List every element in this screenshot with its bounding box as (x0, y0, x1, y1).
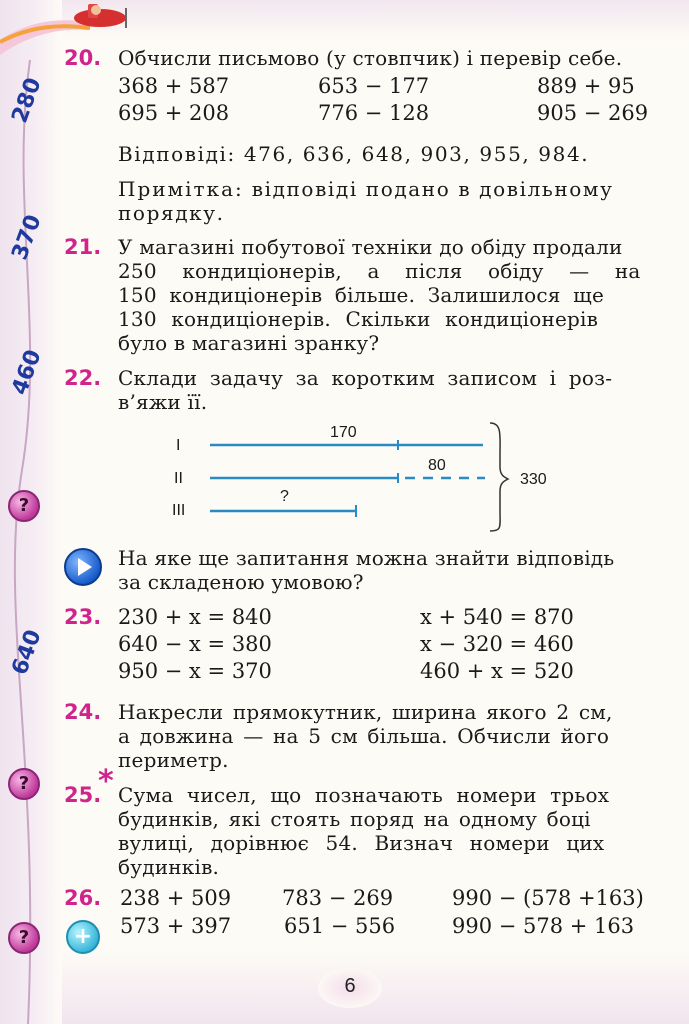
expression: 905 − 269 (537, 101, 649, 125)
question-icon: ? (8, 768, 40, 800)
expression: 889 + 95 (537, 74, 635, 98)
expression: 776 − 128 (318, 101, 430, 125)
exercise-text: 150 кондиціонерів більше. Залишилося ще (118, 283, 604, 307)
expression: 651 − 556 (284, 914, 396, 938)
row-label: III (172, 502, 186, 519)
star-mark: * (98, 764, 114, 799)
question-text: за складеною умовою? (118, 570, 364, 594)
exercise-text: будинків, які стоять поряд на одному боці (118, 807, 591, 831)
answers-values: 476, 636, 648, 903, 955, 984. (243, 142, 590, 166)
expression: 783 − 269 (282, 886, 394, 910)
equation: 460 + x = 520 (420, 659, 574, 683)
exercise-number: 24. (64, 700, 102, 724)
exercise-text: було в магазині зранку? (118, 331, 380, 355)
plus-icon: + (66, 920, 100, 954)
page-number: 6 (344, 975, 356, 997)
exercise-text: в’яжи її. (118, 390, 208, 414)
exercise-text: будинків. (118, 855, 220, 879)
row-label: I (176, 437, 181, 454)
equation: x + 540 = 870 (420, 605, 574, 629)
play-icon (64, 548, 102, 586)
side-number: 460 (7, 346, 47, 399)
note-line (118, 177, 613, 201)
equation: 640 − x = 380 (118, 632, 272, 656)
segment-diagram (160, 415, 580, 535)
exercise-number: 25. (64, 783, 102, 807)
exercise-text: Обчисли письмово (у стовпчик) і перевір себе. (118, 46, 623, 70)
question-icon: ? (8, 922, 40, 954)
equation: 950 − x = 370 (118, 659, 272, 683)
equation: 230 + x = 840 (118, 605, 272, 629)
note-label: Примітка: (118, 177, 244, 201)
note-text-cont: порядку. (118, 201, 225, 225)
exercise-number: 22. (64, 366, 102, 390)
exercise-number: 20. (64, 46, 102, 70)
total-label: 330 (520, 471, 547, 488)
exercise-text: 130 кондиціонерів. Скільки кондиціонерів (118, 307, 599, 331)
expression: 573 + 397 (120, 914, 232, 938)
exercise-text: У магазині побутової техніки до обіду продали (118, 235, 623, 259)
expression: 990 − (578 +163) (452, 886, 644, 910)
expression: 653 − 177 (318, 74, 430, 98)
side-number: 640 (7, 626, 47, 679)
exercise-text: периметр. (118, 748, 229, 772)
answers-line (118, 142, 589, 166)
expression: 368 + 587 (118, 74, 230, 98)
exercise-text: вулиці, дорівнює 54. Визнач номери цих (118, 831, 605, 855)
side-number: 280 (7, 74, 47, 127)
segment-label-170: 170 (330, 424, 357, 441)
equation: x − 320 = 460 (420, 632, 574, 656)
exercise-number: 23. (64, 605, 102, 629)
expression: 695 + 208 (118, 101, 230, 125)
exercise-number: 26. (64, 886, 102, 910)
segment-label-80: 80 (428, 457, 446, 474)
expression: 238 + 509 (120, 886, 232, 910)
exercise-text: Сума чисел, що позначають номери трьох (118, 783, 610, 807)
exercise-text: Накресли прямокутник, ширина якого 2 см, (118, 700, 613, 724)
exercise-text: а довжина — на 5 см більша. Обчисли його (118, 724, 610, 748)
exercise-text: Склади задачу за коротким записом і роз- (118, 366, 613, 390)
note-text: відповіді подано в довільному (251, 177, 614, 201)
question-text: На яке ще запитання можна знайти відповідь (118, 546, 615, 570)
side-number: 370 (7, 211, 47, 264)
row-label: II (174, 470, 183, 487)
question-icon: ? (8, 490, 40, 522)
segment-label-question: ? (280, 488, 289, 505)
expression: 990 − 578 + 163 (452, 914, 635, 938)
exercise-number: 21. (64, 235, 102, 259)
answers-label: Відповіді: (118, 142, 236, 166)
exercise-text: 250 кондиціонерів, а після обіду — на (118, 259, 641, 283)
